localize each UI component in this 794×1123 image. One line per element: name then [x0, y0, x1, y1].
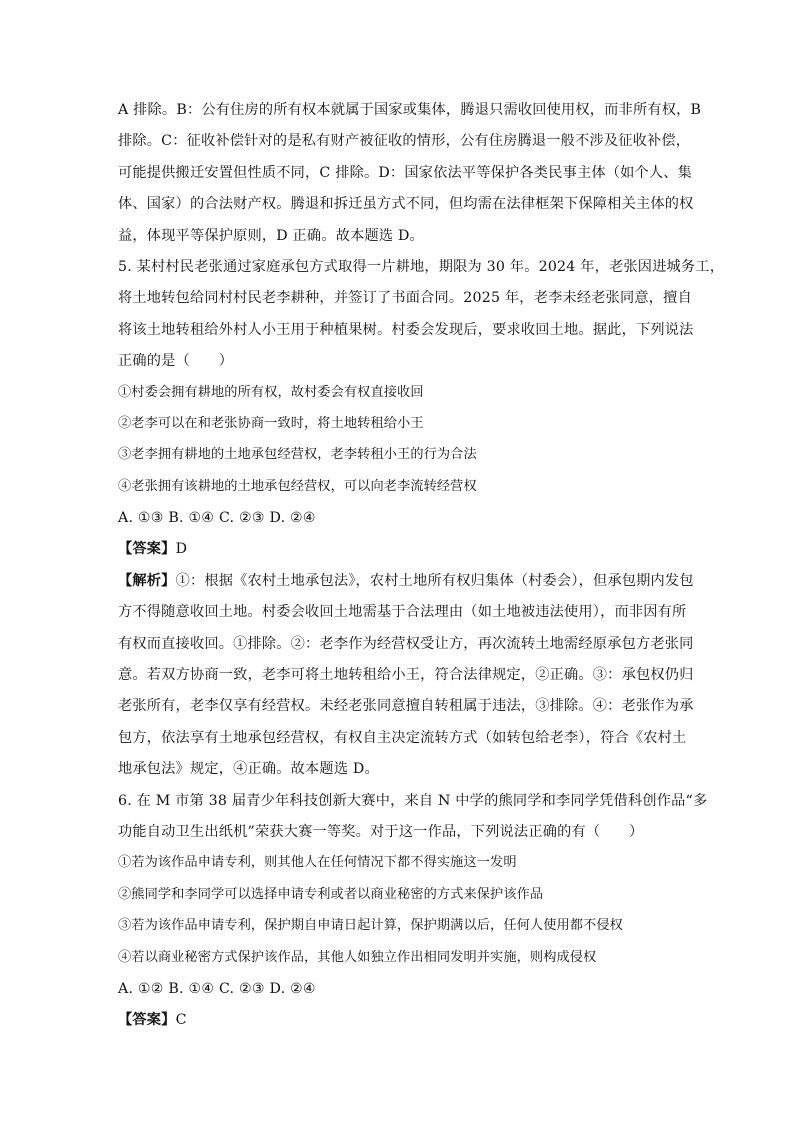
q5-analysis-line-4: 意。若双方协商一致，老李可将土地转租给小王，符合法律规定，②正确。③：承包权仍归: [118, 667, 694, 684]
q5-answer-value: D: [175, 541, 188, 558]
q5-analysis-label: 【解析】: [118, 572, 176, 589]
q5-analysis-line-6: 包方，依法享有土地承包经营权，有权自主决定流转方式（如转包给老李），符合《农村土: [118, 729, 687, 746]
prev-analysis-line-4: 体、国家）的合法财产权。腾退和拆迁虽方式不同，但均需在法律框架下保障相关主体的权: [118, 196, 694, 213]
q5-option-4: ④老张拥有该耕地的土地承包经营权，可以向老李流转经营权: [118, 478, 477, 494]
prev-analysis-line-3: 可能提供搬迁安置但性质不同，C 排除。D：国家依法平等保护各类民事主体（如个人、集: [118, 164, 693, 181]
q6-choices: A. ①② B. ①④ C. ②③ D. ②④: [118, 980, 316, 997]
q5-analysis-line-1: [118, 571, 694, 602]
q5-analysis-line-5: 老张所有，老李仅享有经营权。未经老张同意擅自转租属于违法，③排除。④：老张作为承: [118, 698, 694, 715]
q5-answer: [118, 539, 688, 570]
q5-option-1: ①村委会拥有耕地的所有权，故村委会有权直接收回: [118, 384, 424, 400]
q5-analysis-line-2: 方不得随意收回土地。村委会收回土地需基于合法理由（如土地被违法使用），而非因有所: [118, 604, 687, 621]
q5-stem-line-2: 将土地转包给同村村民老李耕种，并签订了书面合同。2025 年，老李未经老张同意，擅自: [118, 290, 692, 307]
q6-option-3: ③若为该作品申请专利，保护期自申请日起计算，保护期满以后，任何人使用都不侵权: [118, 918, 623, 934]
q6-answer-label: 【答案】: [118, 1012, 176, 1029]
q6-option-1: ①若为该作品申请专利，则其他人在任何情况下都不得实施这一发明: [118, 855, 517, 871]
q5-choices: A. ①③ B. ①④ C. ②③ D. ②④: [118, 510, 316, 527]
q5-option-2: ②老李可以在和老张协商一致时，将土地转租给小王: [118, 415, 424, 431]
q6-answer-value: C: [175, 1012, 187, 1029]
q6-stem-line-1: 6. 在 M 市第 38 届青少年科技创新大赛中，来自 N 中学的熊同学和李同学凭借科创作品“多: [118, 792, 708, 809]
q5-stem-line-4: 正确的是（ ）: [118, 353, 234, 370]
q5-analysis-text-1: ①：根据《农村土地承包法》，农村土地所有权归集体（村委会），但承包期内发包: [175, 572, 694, 589]
prev-analysis-line-5: 益，体现平等保护原则，D 正确。故本题选 D。: [118, 227, 424, 244]
document-page: [118, 100, 725, 1042]
q6-option-4: ④若以商业秘密方式保护该作品，其他人如独立作出相同发明并实施，则构成侵权: [118, 949, 597, 965]
prev-analysis-line-1: A 排除。B：公有住房的所有权本就属于国家或集体，腾退只需收回使用权，而非所有权，B: [118, 102, 702, 118]
prev-analysis-line-2: 排除。C：征收补偿针对的是私有财产被征收的情形，公有住房腾退一般不涉及征收补偿，: [118, 133, 691, 150]
q6-stem-line-2: 功能自动卫生出纸机”荣获大赛一等奖。对于这一作品，下列说法正确的有（ ）: [118, 823, 644, 840]
q5-stem-line-1: 5. 某村村民老张通过家庭承包方式取得一片耕地，期限为 30 年。2024 年，老张因进城务工，: [118, 258, 725, 275]
q6-answer: [118, 1010, 688, 1041]
q5-answer-label: 【答案】: [118, 541, 176, 558]
q5-option-3: ③老李拥有耕地的土地承包经营权，老李转租小王的行为合法: [118, 447, 477, 463]
q5-analysis-line-3: 有权而直接收回。①排除。②：老李作为经营权受让方，再次流转土地需经原承包方老张同: [118, 635, 694, 652]
q5-analysis-line-7: 地承包法》规定，④正确。故本题选 D。: [118, 761, 379, 778]
q5-stem-line-3: 将该土地转租给外村人小王用于种植果树。村委会发现后，要求收回土地。据此，下列说法: [118, 321, 694, 338]
q6-option-2: ②熊同学和李同学可以选择申请专利或者以商业秘密的方式来保护该作品: [118, 886, 544, 902]
